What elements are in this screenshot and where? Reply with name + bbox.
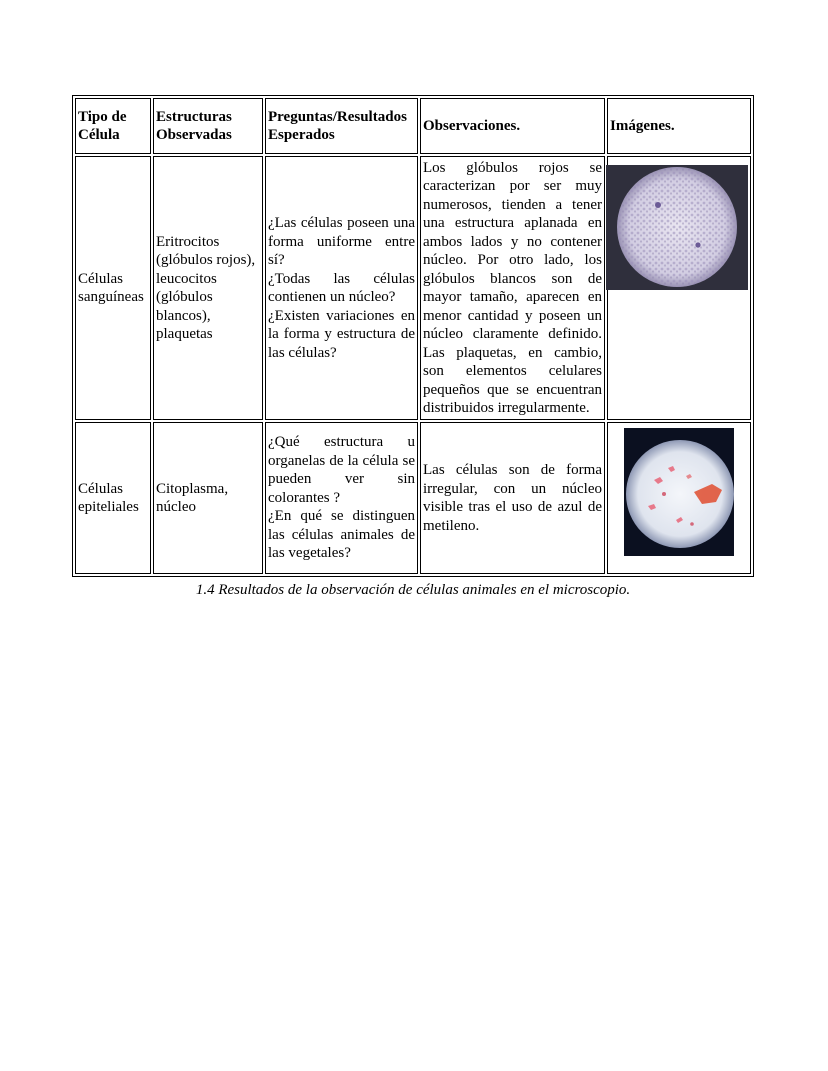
cell-preguntas: ¿Las células poseen una forma uniforme entre sí? ¿Todas las células contienen un núcleo? ¿Existen variaciones en la forma y estructura de las células? [265,156,418,420]
header-preguntas: Preguntas/Resultados Esperados [265,98,418,154]
cell-observaciones: Los glóbulos rojos se caracterizan por ser muy numerosos, tienden a tener una estructura aplanada en ambos lados y no contener núcleo. Por otro lado, los glóbulos blancos son de mayor tamaño, aparecen en menor cantidad y poseen un núcleo claramente definido. Las plaquetas, en cambio, son elementos celulares pequeños que se encuentran distribuidos irregularmente. [420,156,605,420]
cell-preguntas: ¿Qué estructura u organelas de la célula se pueden ver sin colorantes ? ¿En qué se distinguen las células animales de las vegetales? [265,422,418,574]
header-row [75,98,751,154]
cell-estructuras: Citoplasma, núcleo [153,422,263,574]
header-tipo-celula: Tipo de Célula [75,98,151,154]
header-observaciones: Observaciones. [420,98,605,154]
blood-smear-micrograph [606,165,748,290]
cell-estructuras: Eritrocitos (glóbulos rojos), leucocitos (glóbulos blancos), plaquetas [153,156,263,420]
header-imagenes: Imágenes. [607,98,751,154]
epithelial-cells-image [624,428,734,556]
blood-smear-image [606,165,748,290]
cell-tipo: Células sanguíneas [75,156,151,420]
cell-observaciones: Las células son de forma irregular, con un núcleo visible tras el uso de azul de metileno. [420,422,605,574]
epithelial-cells-micrograph [624,428,734,556]
header-estructuras: Estructuras Observadas [153,98,263,154]
cell-tipo: Células epiteliales [75,422,151,574]
figure-caption: 1.4 Resultados de la observación de células animales en el microscopio. [195,582,631,598]
